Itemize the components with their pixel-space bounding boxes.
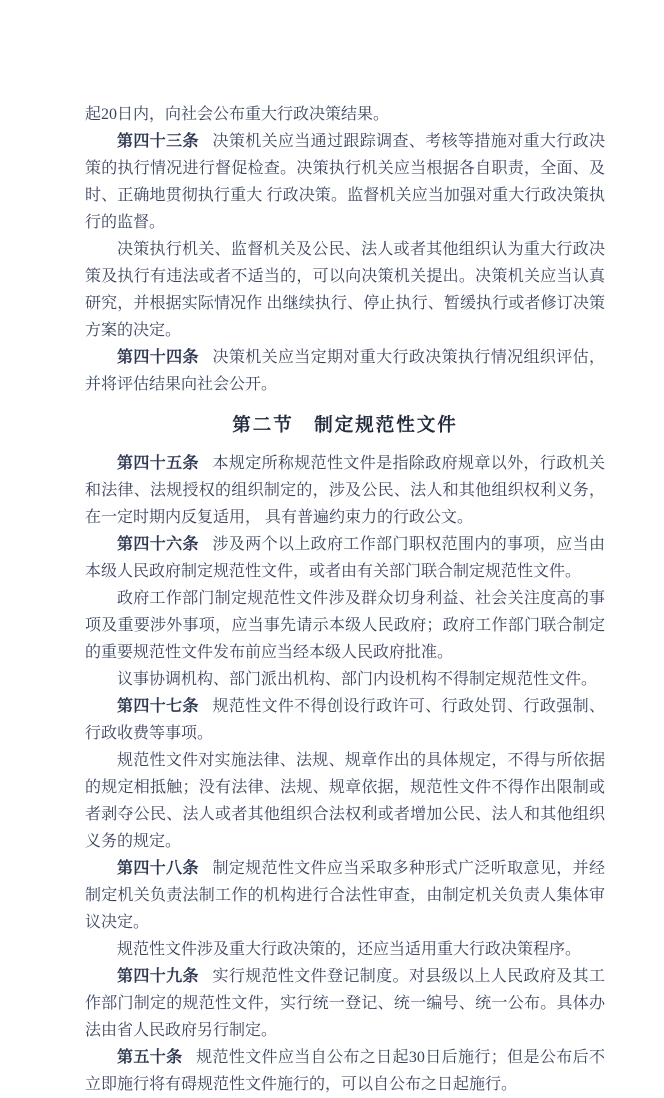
- paragraph-text: 议事协调机构、部门派出机构、部门内设机构不得制定规范性文件。: [117, 671, 598, 688]
- body-paragraph: [85, 666, 605, 693]
- article-number: 第四十九条: [117, 968, 199, 985]
- article-number: 第四十八条: [117, 860, 199, 877]
- article-number: 第四十三条: [117, 133, 199, 150]
- article-number: 第四十四条: [117, 349, 199, 366]
- paragraph-text: 规范性文件不得创设行政许可、行政处罚、行政强制、行政收费等事项。: [85, 698, 605, 742]
- article-number: 第四十五条: [117, 455, 199, 472]
- article-number: 第四十七条: [117, 698, 199, 715]
- paragraph-text: 本规定所称规范性文件是指除政府规章以外，行政机关和法律、法规授权的组织制定的，涉及公民、法人和其他组织权利义务，在一定时期内反复适用， 具有普遍约束力的行政公文。: [85, 455, 605, 526]
- section-heading: 第二节 制定规范性文件: [232, 414, 458, 435]
- paragraph-text: 涉及两个以上政府工作部门职权范围内的事项，应当由本级人民政府制定规范性文件，或者由有关部门联合制定规范性文件。: [85, 536, 605, 580]
- paragraph-text: 规范性文件应当自公布之日起30日后施行；但是公布后不立即施行将有碍规范性文件施行的，可以自公布之日起施行。: [85, 1049, 605, 1093]
- body-paragraph: [85, 585, 605, 666]
- paragraph-text: 起20日内，向社会公布重大行政决策结果。: [85, 106, 390, 123]
- article-number: 第四十六条: [117, 536, 199, 553]
- paragraph-text: 决策执行机关、监督机关及公民、法人或者其他组织认为重大行政决策及执行有违法或者不适当的，可以向决策机关提出。决策机关应当认真研究，并根据实际情况作 出继续执行、停止执行、暂缓执行或者修订决策方案的决定。: [85, 241, 605, 339]
- body-paragraph: [85, 936, 605, 963]
- body-paragraph: [85, 236, 605, 344]
- article-paragraph: [85, 1044, 605, 1098]
- continuation-paragraph: [85, 101, 605, 128]
- paragraph-text: 制定规范性文件应当采取多种形式广泛听取意见，并经制定机关负责法制工作的机构进行合法性审查，由制定机关负责人集体审议决定。: [85, 860, 605, 931]
- article-paragraph: [85, 450, 605, 531]
- article-paragraph: [85, 855, 605, 936]
- article-paragraph: [85, 344, 605, 398]
- article-paragraph: [85, 128, 605, 236]
- paragraph-text: 规范性文件涉及重大行政决策的，还应当适用重大行政决策程序。: [117, 941, 582, 958]
- body-paragraph: [85, 747, 605, 855]
- paragraph-text: 实行规范性文件登记制度。对县级以上人民政府及其工作部门制定的规范性文件，实行统一登记、统一编号、统一公布。具体办法由省人民政府另行制定。: [85, 968, 605, 1039]
- paragraph-text: 决策机关应当通过跟踪调查、考核等措施对重大行政决策的执行情况进行督促检查。决策执行机关应当根据各自职责，全面、及时、正确地贯彻执行重大 行政决策。监督机关应当加强对重大行政决策执行的监督。: [85, 133, 605, 231]
- article-paragraph: [85, 963, 605, 1044]
- paragraph-text: 决策机关应当定期对重大行政决策执行情况组织评估，并将评估结果向社会公开。: [85, 349, 605, 393]
- paragraph-text: 规范性文件对实施法律、法规、规章作出的具体规定，不得与所依据的规定相抵触；没有法律、法规、规章依据，规范性文件不得作出限制或者剥夺公民、法人或者其他组织合法权利或者增加公民、法人和其他组织义务的规定。: [85, 752, 605, 850]
- paragraph-text: 政府工作部门制定规范性文件涉及群众切身利益、社会关注度高的事项及重要涉外事项，应当事先请示本级人民政府；政府工作部门联合制定的重要规范性文件发布前应当经本级人民政府批准。: [85, 590, 605, 661]
- article-paragraph: [85, 693, 605, 747]
- article-number: 第五十条: [117, 1049, 183, 1066]
- article-paragraph: [85, 531, 605, 585]
